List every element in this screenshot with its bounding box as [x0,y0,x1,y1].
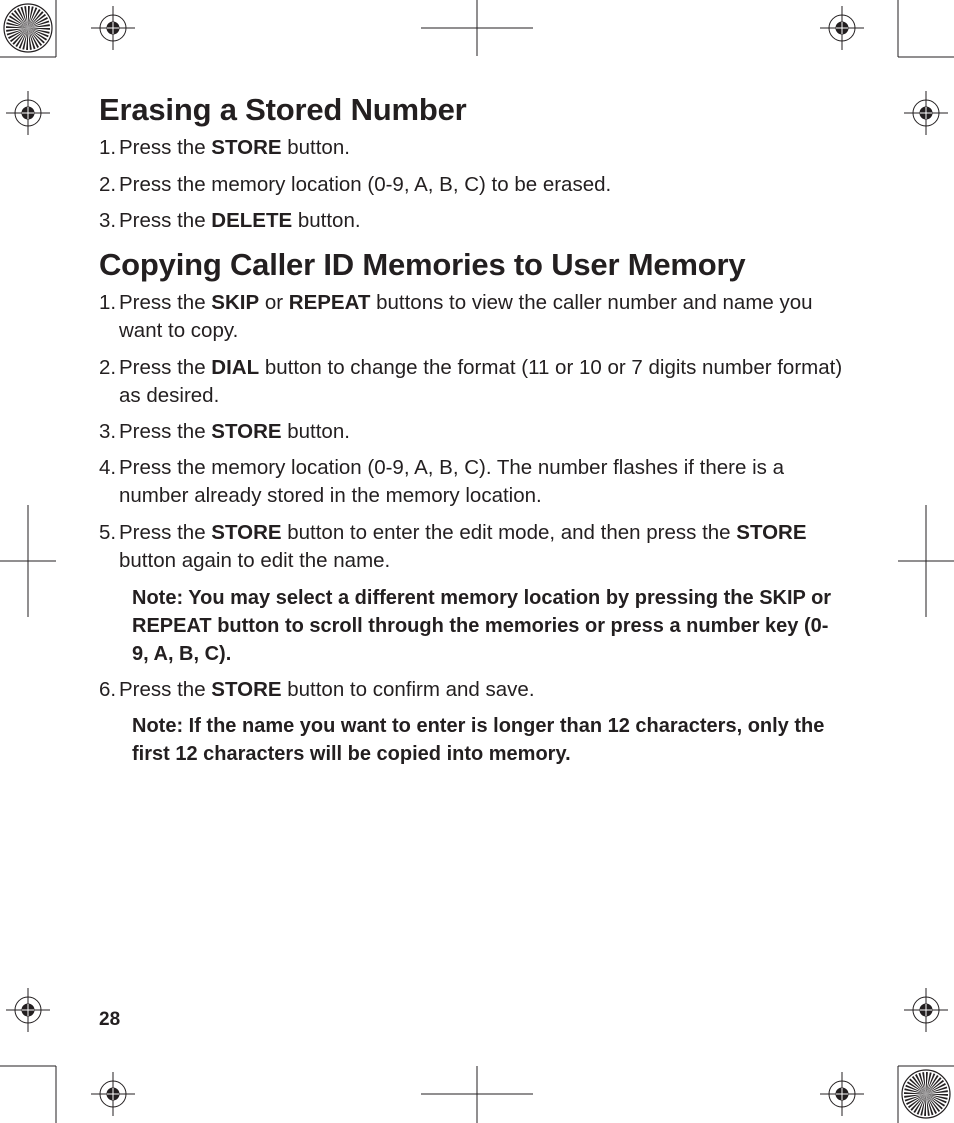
step-text: Press the STORE button. [119,136,350,159]
button-name: STORE [211,136,282,159]
erase-step-3 [99,207,859,235]
copy-step-3 [99,418,859,446]
button-name: STORE [736,521,807,544]
step-number: 1. [99,136,117,159]
step-number: 3. [99,420,117,443]
button-name: STORE [211,521,282,544]
registration-target-icon [6,91,50,135]
step-number: 4. [99,456,117,479]
note-name-length: Note: If the name you want to enter is longer than 12 characters, only the first 12 characters will be copied into memory. [132,715,825,765]
step-text: Press the memory location (0-9, A, B, C) to be erased. [119,173,612,196]
step-text: Press the STORE button to enter the edit mode, and then press the STORE button again to edit the name. [119,521,807,572]
step-number: 1. [99,291,117,314]
copy-step-4 [99,454,859,510]
copy-step-1 [99,289,859,345]
registration-target-icon [6,988,50,1032]
button-name: DIAL [211,356,260,379]
step-number: 3. [99,209,117,232]
step-text: Press the STORE button to confirm and save. [119,678,535,701]
starburst-mark-icon [4,4,52,52]
button-name: SKIP [211,291,260,314]
registration-target-icon [91,6,135,50]
starburst-mark-icon [902,1070,950,1118]
registration-target-icon [904,91,948,135]
copy-step-2 [99,354,859,410]
step-number: 2. [99,356,117,379]
step-text: Press the DIAL button to change the format (11 or 10 or 7 digits number format) as desired. [119,356,843,407]
erase-step-2 [99,171,859,199]
section-title-erasing: Erasing a Stored Number [99,92,467,127]
step-text: Press the SKIP or REPEAT buttons to view the caller number and name you want to copy. [119,291,813,342]
erase-step-1 [99,134,859,162]
copy-step-5 [99,519,859,575]
button-name: DELETE [211,209,293,232]
step-text: Press the STORE button. [119,420,350,443]
step-number: 2. [99,173,117,196]
button-name: REPEAT [288,291,371,314]
step-text: Press the DELETE button. [119,209,361,232]
step-number: 6. [99,678,117,701]
registration-target-icon [820,1072,864,1116]
copy-step-6 [99,676,859,704]
registration-target-icon [91,1072,135,1116]
step-text: Press the memory location (0-9, A, B, C). The number flashes if there is a number already stored in the memory location. [119,456,785,507]
button-name: STORE [211,678,282,701]
note-memory-location: Note: You may select a different memory location by pressing the SKIP or REPEAT button to scroll through the memories or press a number key (0-9, A, B, C). [132,587,832,665]
registration-target-icon [820,6,864,50]
step-number: 5. [99,521,117,544]
registration-target-icon [904,988,948,1032]
button-name: STORE [211,420,282,443]
section-title-copying: Copying Caller ID Memories to User Memory [99,247,746,282]
page-number: 28 [99,1009,121,1030]
